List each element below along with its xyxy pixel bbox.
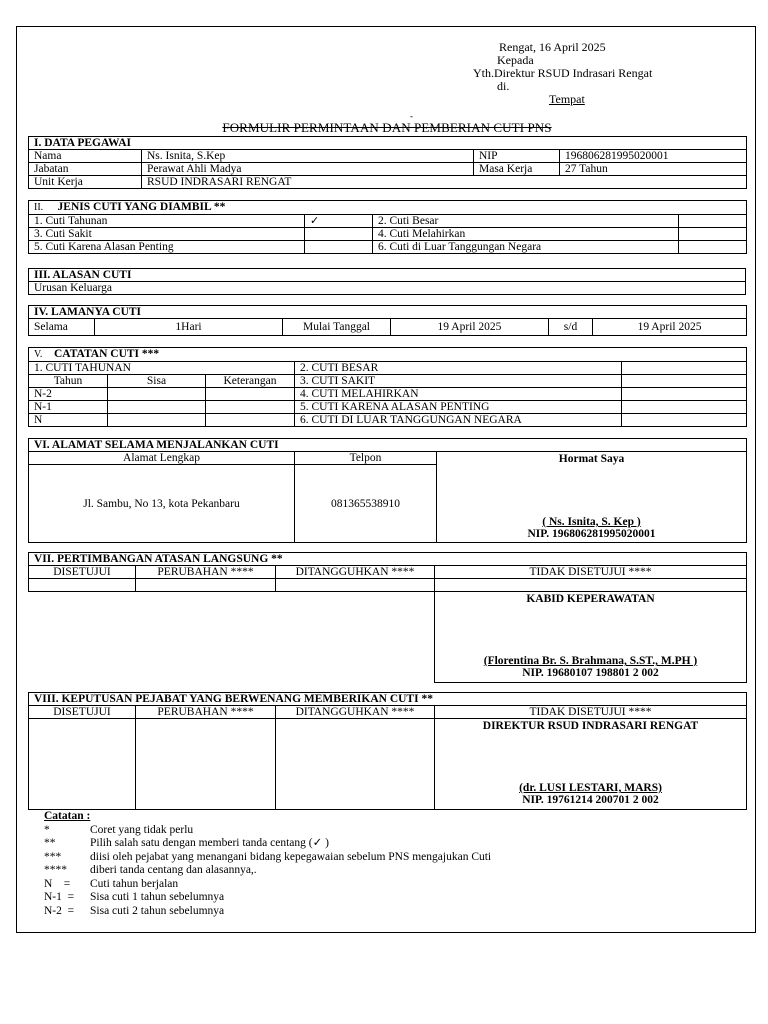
unit-kerja-value[interactable]: RSUD INDRASARI RENGAT [142, 176, 747, 189]
table-row [29, 719, 747, 810]
section1-heading: I. DATA PEGAWAI [29, 137, 747, 150]
cuti-sakit-label: 3. Cuti Sakit [29, 228, 305, 241]
tempat-label: Tempat [549, 92, 585, 106]
note-item [44, 891, 491, 905]
cuti-alasan-penting-note: 5. CUTI KARENA ALASAN PENTING [295, 401, 622, 414]
jabatan-label: Jabatan [29, 163, 142, 176]
selama-label: Selama [29, 319, 95, 336]
section5-title: CATATAN CUTI *** [53, 348, 160, 360]
col-ditangguhkan: DITANGGUHKAN **** [276, 706, 435, 719]
atasan-perubahan-cell[interactable] [136, 579, 276, 592]
mulai-tanggal-value[interactable]: 19 April 2025 [391, 319, 549, 336]
section2-title: JENIS CUTI YANG DIAMBIL ** [57, 201, 226, 213]
nip-label: NIP [474, 150, 560, 163]
pejabat-title: DIREKTUR RSUD INDRASARI RENGAT [482, 720, 699, 732]
cuti-alasan-penting-note-value[interactable] [622, 401, 747, 414]
section4-heading: IV. LAMANYA CUTI [29, 306, 747, 319]
section-alasan-cuti [28, 268, 746, 295]
catatan-notes [44, 810, 491, 918]
note-item [44, 837, 491, 851]
ket-n1[interactable] [206, 401, 295, 414]
atasan-signature-block [435, 592, 747, 683]
table-row [29, 215, 747, 228]
note-item [44, 864, 491, 878]
nama-label: Nama [29, 150, 142, 163]
atasan-disetujui-cell[interactable] [29, 579, 136, 592]
year-n: N [29, 414, 108, 427]
cuti-alasan-penting-label: 5. Cuti Karena Alasan Penting [29, 241, 305, 254]
note-item [44, 824, 491, 838]
note-item [44, 851, 491, 865]
year-n1: N-1 [29, 401, 108, 414]
note-text: Pilih salah satu dengan memberi tanda centang (✓ ) [90, 837, 329, 849]
pemohon-nip: NIP. 196806281995020001 [527, 528, 656, 540]
title-mark: - [410, 111, 413, 121]
note-key: ** [44, 837, 56, 849]
note-key: N-2 = [44, 904, 75, 917]
table-row [29, 362, 747, 375]
table-row [29, 579, 747, 592]
table-row [29, 452, 747, 465]
cuti-besar-checkbox[interactable] [679, 215, 747, 228]
alamat-value[interactable]: Jl. Sambu, No 13, kota Pekanbaru [29, 465, 295, 543]
col-sisa: Sisa [108, 375, 206, 388]
table-row [29, 566, 747, 579]
note-text: diisi oleh pejabat yang menangani bidang kepegawaian sebelum PNS mengajukan Cuti [90, 850, 492, 863]
recipient: Yth.Direktur RSUD Indrasari Rengat [473, 66, 653, 80]
table-row [29, 241, 747, 254]
section5-num: V. [34, 349, 43, 360]
atasan-tidak-disetujui-cell[interactable] [435, 579, 747, 592]
col-ditangguhkan: DITANGGUHKAN **** [276, 566, 435, 579]
note-text: Cuti tahun berjalan [90, 877, 179, 890]
cuti-melahirkan-note: 4. CUTI MELAHIRKAN [295, 388, 622, 401]
di-label: di. [497, 79, 510, 93]
table-row [29, 592, 747, 683]
col-keterangan: Keterangan [206, 375, 295, 388]
section-catatan-cuti [28, 347, 747, 427]
ket-n[interactable] [206, 414, 295, 427]
alasan-value[interactable]: Urusan Keluarga [29, 282, 746, 295]
note-key: *** [44, 850, 62, 863]
table-row [29, 163, 747, 176]
section7-heading: VII. PERTIMBANGAN ATASAN LANGSUNG ** [29, 553, 747, 566]
note-text: Coret yang tidak perlu [90, 823, 194, 836]
section-data-pegawai [28, 136, 747, 189]
cuti-sakit-note-value[interactable] [622, 375, 747, 388]
col-tidak-disetujui: TIDAK DISETUJUI **** [435, 706, 747, 719]
year-n2: N-2 [29, 388, 108, 401]
note-text: diberi tanda centang dan alasannya,. [90, 864, 257, 876]
table-row [29, 388, 747, 401]
pejabat-signature-block [435, 719, 747, 810]
section6-heading: VI. ALAMAT SELAMA MENJALANKAN CUTI [29, 439, 747, 452]
nama-value[interactable]: Ns. Isnita, S.Kep [142, 150, 474, 163]
mulai-tanggal-label: Mulai Tanggal [283, 319, 391, 336]
col-alamat: Alamat Lengkap [29, 452, 295, 465]
atasan-title: KABID KEPERAWATAN [526, 593, 655, 605]
col-perubahan: PERUBAHAN **** [136, 566, 276, 579]
table-row [29, 319, 747, 336]
table-row [29, 706, 747, 719]
section-alamat [28, 438, 747, 543]
pejabat-ditangguhkan-cell[interactable] [276, 719, 435, 810]
atasan-ditangguhkan-cell[interactable] [276, 579, 435, 592]
section8-heading: VIII. KEPUTUSAN PEJABAT YANG BERWENANG MEMBERIKAN CUTI ** [29, 693, 747, 706]
atasan-nip: NIP. 19680107 198801 2 002 [522, 667, 659, 679]
cuti-besar-note: 2. CUTI BESAR [295, 362, 622, 375]
table-row [29, 414, 747, 427]
kepada-label: Kepada [497, 53, 534, 67]
section2-num: II. [34, 202, 44, 213]
section5-heading [29, 348, 747, 362]
note-item [44, 878, 491, 892]
cuti-tahunan-checkbox[interactable] [305, 215, 373, 228]
pemohon-name: ( Ns. Isnita, S. Kep ) [542, 516, 641, 528]
jabatan-value[interactable]: Perawat Ahli Madya [142, 163, 474, 176]
cuti-tahunan-label: 1. Cuti Tahunan [29, 215, 305, 228]
cuti-sakit-checkbox[interactable] [305, 228, 373, 241]
col-telpon: Telpon [295, 452, 437, 465]
sd-label: s/d [549, 319, 593, 336]
cuti-melahirkan-checkbox[interactable] [679, 228, 747, 241]
masa-kerja-value[interactable]: 27 Tahun [560, 163, 747, 176]
cuti-melahirkan-label: 4. Cuti Melahirkan [373, 228, 679, 241]
sisa-n1[interactable] [108, 401, 206, 414]
pemohon-signature-block [437, 452, 747, 543]
note-key: N-1 = [44, 891, 75, 903]
cuti-besar-label: 2. Cuti Besar [373, 215, 679, 228]
pejabat-disetujui-cell[interactable] [29, 719, 136, 810]
notes-heading: Catatan : [44, 810, 91, 822]
note-text: Sisa cuti 1 tahun sebelumnya [90, 891, 225, 903]
table-row [29, 375, 747, 388]
section-keputusan-pejabat [28, 692, 747, 810]
form-title: FORMULIR PERMINTAAN DAN PEMBERIAN CUTI PNS [222, 120, 552, 135]
sampai-tanggal-value[interactable]: 19 April 2025 [593, 319, 747, 336]
cuti-alasan-penting-checkbox[interactable] [305, 241, 373, 254]
cuti-luar-tanggungan-note: 6. CUTI DI LUAR TANGGUNGAN NEGARA [295, 414, 622, 427]
atasan-blank [29, 592, 435, 683]
section2-heading [29, 201, 747, 215]
selama-value[interactable]: 1Hari [95, 319, 283, 336]
table-row [29, 401, 747, 414]
col-tidak-disetujui: TIDAK DISETUJUI **** [435, 566, 747, 579]
note-text: Sisa cuti 2 tahun sebelumnya [90, 904, 225, 917]
place-date: Rengat, 16 April 2025 [499, 40, 606, 54]
sisa-n[interactable] [108, 414, 206, 427]
ket-n2[interactable] [206, 388, 295, 401]
cuti-sakit-note: 3. CUTI SAKIT [295, 375, 622, 388]
atasan-name: (Florentina Br. S. Brahmana, S.ST., M.PH ) [483, 655, 698, 667]
note-key: **** [44, 864, 67, 876]
note-key: * [44, 823, 50, 836]
unit-kerja-label: Unit Kerja [29, 176, 142, 189]
col-tahun: Tahun [29, 375, 108, 388]
sisa-n2[interactable] [108, 388, 206, 401]
section-pertimbangan-atasan [28, 552, 747, 683]
pejabat-name: (dr. LUSI LESTARI, MARS) [519, 782, 662, 794]
cuti-luar-tanggungan-label: 6. Cuti di Luar Tanggungan Negara [373, 241, 679, 254]
cuti-tahunan-heading: 1. CUTI TAHUNAN [29, 362, 295, 375]
section-lamanya-cuti [28, 305, 747, 336]
pejabat-nip: NIP. 19761214 200701 2 002 [522, 794, 659, 806]
section-jenis-cuti [28, 200, 747, 254]
note-key: N = [44, 877, 71, 890]
cuti-melahirkan-note-value[interactable] [622, 388, 747, 401]
table-row [29, 228, 747, 241]
cuti-luar-tanggungan-checkbox[interactable] [679, 241, 747, 254]
table-row [29, 150, 747, 163]
col-perubahan: PERUBAHAN **** [136, 706, 276, 719]
check-icon: ✓ [310, 214, 320, 227]
hormat-saya: Hormat Saya [558, 453, 625, 465]
telpon-value[interactable]: 081365538910 [295, 465, 437, 543]
pejabat-perubahan-cell[interactable] [136, 719, 276, 810]
section3-heading: III. ALASAN CUTI [29, 269, 746, 282]
nip-value[interactable]: 196806281995020001 [560, 150, 747, 163]
col-disetujui: DISETUJUI [29, 706, 136, 719]
col-disetujui: DISETUJUI [29, 566, 136, 579]
cuti-besar-note-value[interactable] [622, 362, 747, 375]
note-item [44, 905, 491, 919]
masa-kerja-label: Masa Kerja [474, 163, 560, 176]
table-row [29, 176, 747, 189]
cuti-luar-tanggungan-note-value[interactable] [622, 414, 747, 427]
